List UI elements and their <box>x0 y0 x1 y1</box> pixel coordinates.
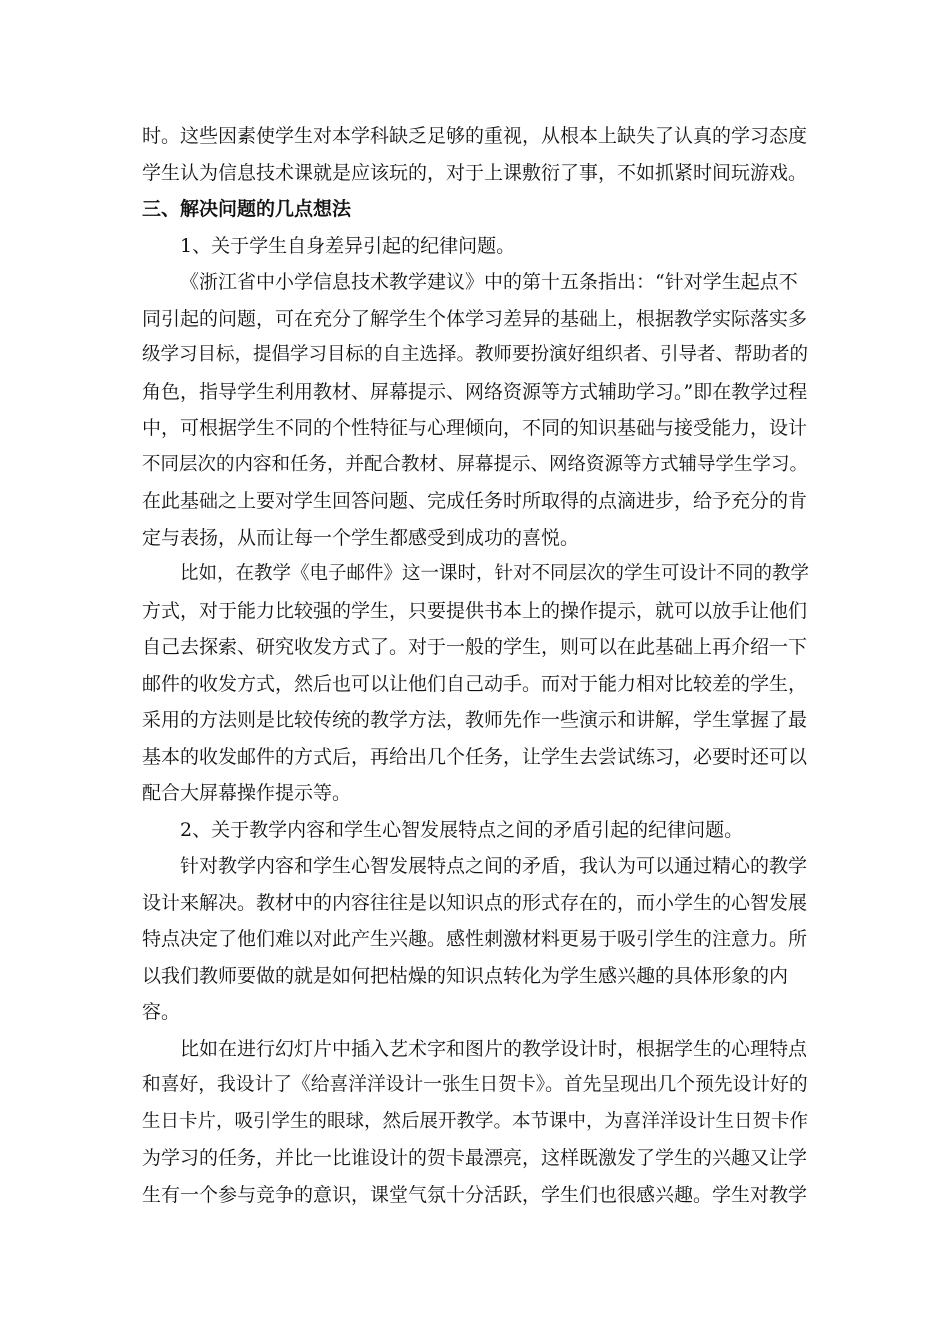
text-line: 配合大屏幕操作提示等。 <box>142 782 352 804</box>
text-line: 设计来解决。教材中的内容往往是以知识点的形式存在的，而小学生的心智发展 <box>142 891 808 914</box>
text-line: 《浙江省中小学信息技术教学建议》中的第十五条指出：“针对学生起点不 <box>180 271 798 293</box>
text-line: 以我们教师要做的就是如何把枯燥的知识点转化为学生感兴趣的具体形象的内 <box>142 964 789 987</box>
text-line: 角色，指导学生利用教材、屏幕提示、网络资源等方式辅助学习。”即在教学过程 <box>142 380 808 403</box>
text-line: 定与表扬，从而让每一个学生都感受到成功的喜悦。 <box>142 526 580 549</box>
text-line: 基本的收发邮件的方式后，再给出几个任务，让学生去尝试练习，必要时还可以 <box>142 745 808 768</box>
text-line: 为学习的任务，并比一比谁设计的贺卡最漂亮，这样既激发了学生的兴趣又让学 <box>142 1147 808 1169</box>
text-line: 学生认为信息技术课就是应该玩的，对于上课敷衍了事，不如抓紧时间玩游戏。 <box>142 161 808 184</box>
text-line: 比如在进行幻灯片中插入艺术字和图片的教学设计时，根据学生的心理特点 <box>180 1037 808 1060</box>
text-line: 不同层次的内容和任务，并配合教材、屏幕提示、网络资源等方式辅导学生学习。 <box>142 453 809 475</box>
text-line: 生日卡片，吸引学生的眼球，然后展开教学。本节课中，为喜洋洋设计生日贺卡作 <box>142 1110 809 1132</box>
text-line: 同引起的问题，可在充分了解学生个体学习差异的基础上，根据教学实际落实多 <box>142 307 808 330</box>
text-line: 比如，在教学《电子邮件》这一课时，针对不同层次的学生可设计不同的教学 <box>180 563 810 584</box>
text-line: 邮件的收发方式，然后也可以让他们自己动手。而对于能力相对比较差的学生， <box>142 672 808 695</box>
text-line: 在此基础之上要对学生回答问题、完成任务时所取得的点滴进步，给予充分的肯 <box>142 490 808 512</box>
text-line: 生有一个参与竞争的意识，课堂气氛十分活跃，学生们也很感兴趣。学生对教学 <box>142 1183 808 1206</box>
text-line: 采用的方法则是比较传统的教学方法，教师先作一些演示和讲解，学生掌握了最 <box>142 709 808 731</box>
text-line: 2、关于教学内容和学生心智发展特点之间的矛盾引起的纪律问题。 <box>180 818 744 841</box>
text-line: 特点决定了他们难以对此产生兴趣。感性刺激材料更易于吸引学生的注意力。所 <box>142 928 808 950</box>
text-line: 针对教学内容和学生心智发展特点之间的矛盾，我认为可以通过精心的教学 <box>180 855 808 877</box>
section-heading: 三、解决问题的几点想法 <box>142 198 352 220</box>
text-line: 时。这些因素使学生对本学科缺乏足够的重视，从根本上缺失了认真的学习态度 <box>142 125 808 147</box>
text-line: 和喜好，我设计了《给喜洋洋设计一张生日贺卡》。首先呈现出几个预先设计好的 <box>142 1074 808 1095</box>
text-line: 容。 <box>142 1001 181 1023</box>
document-body <box>142 118 810 1213</box>
text-line: 自己去探索、研究收发方式了。对于一般的学生，则可以在此基础上再介绍一下 <box>142 636 808 658</box>
text-line: 1、关于学生自身差异引起的纪律问题。 <box>180 234 516 257</box>
text-line: 中，可根据学生不同的个性特征与心理倾向，不同的知识基础与接受能力，设计 <box>142 417 808 439</box>
text-line: 方式，对于能力比较强的学生，只要提供书本上的操作提示，就可以放手让他们 <box>142 599 808 622</box>
text-line: 级学习目标，提倡学习目标的自主选择。教师要扮演好组织者、引导者、帮助者的 <box>142 344 809 365</box>
